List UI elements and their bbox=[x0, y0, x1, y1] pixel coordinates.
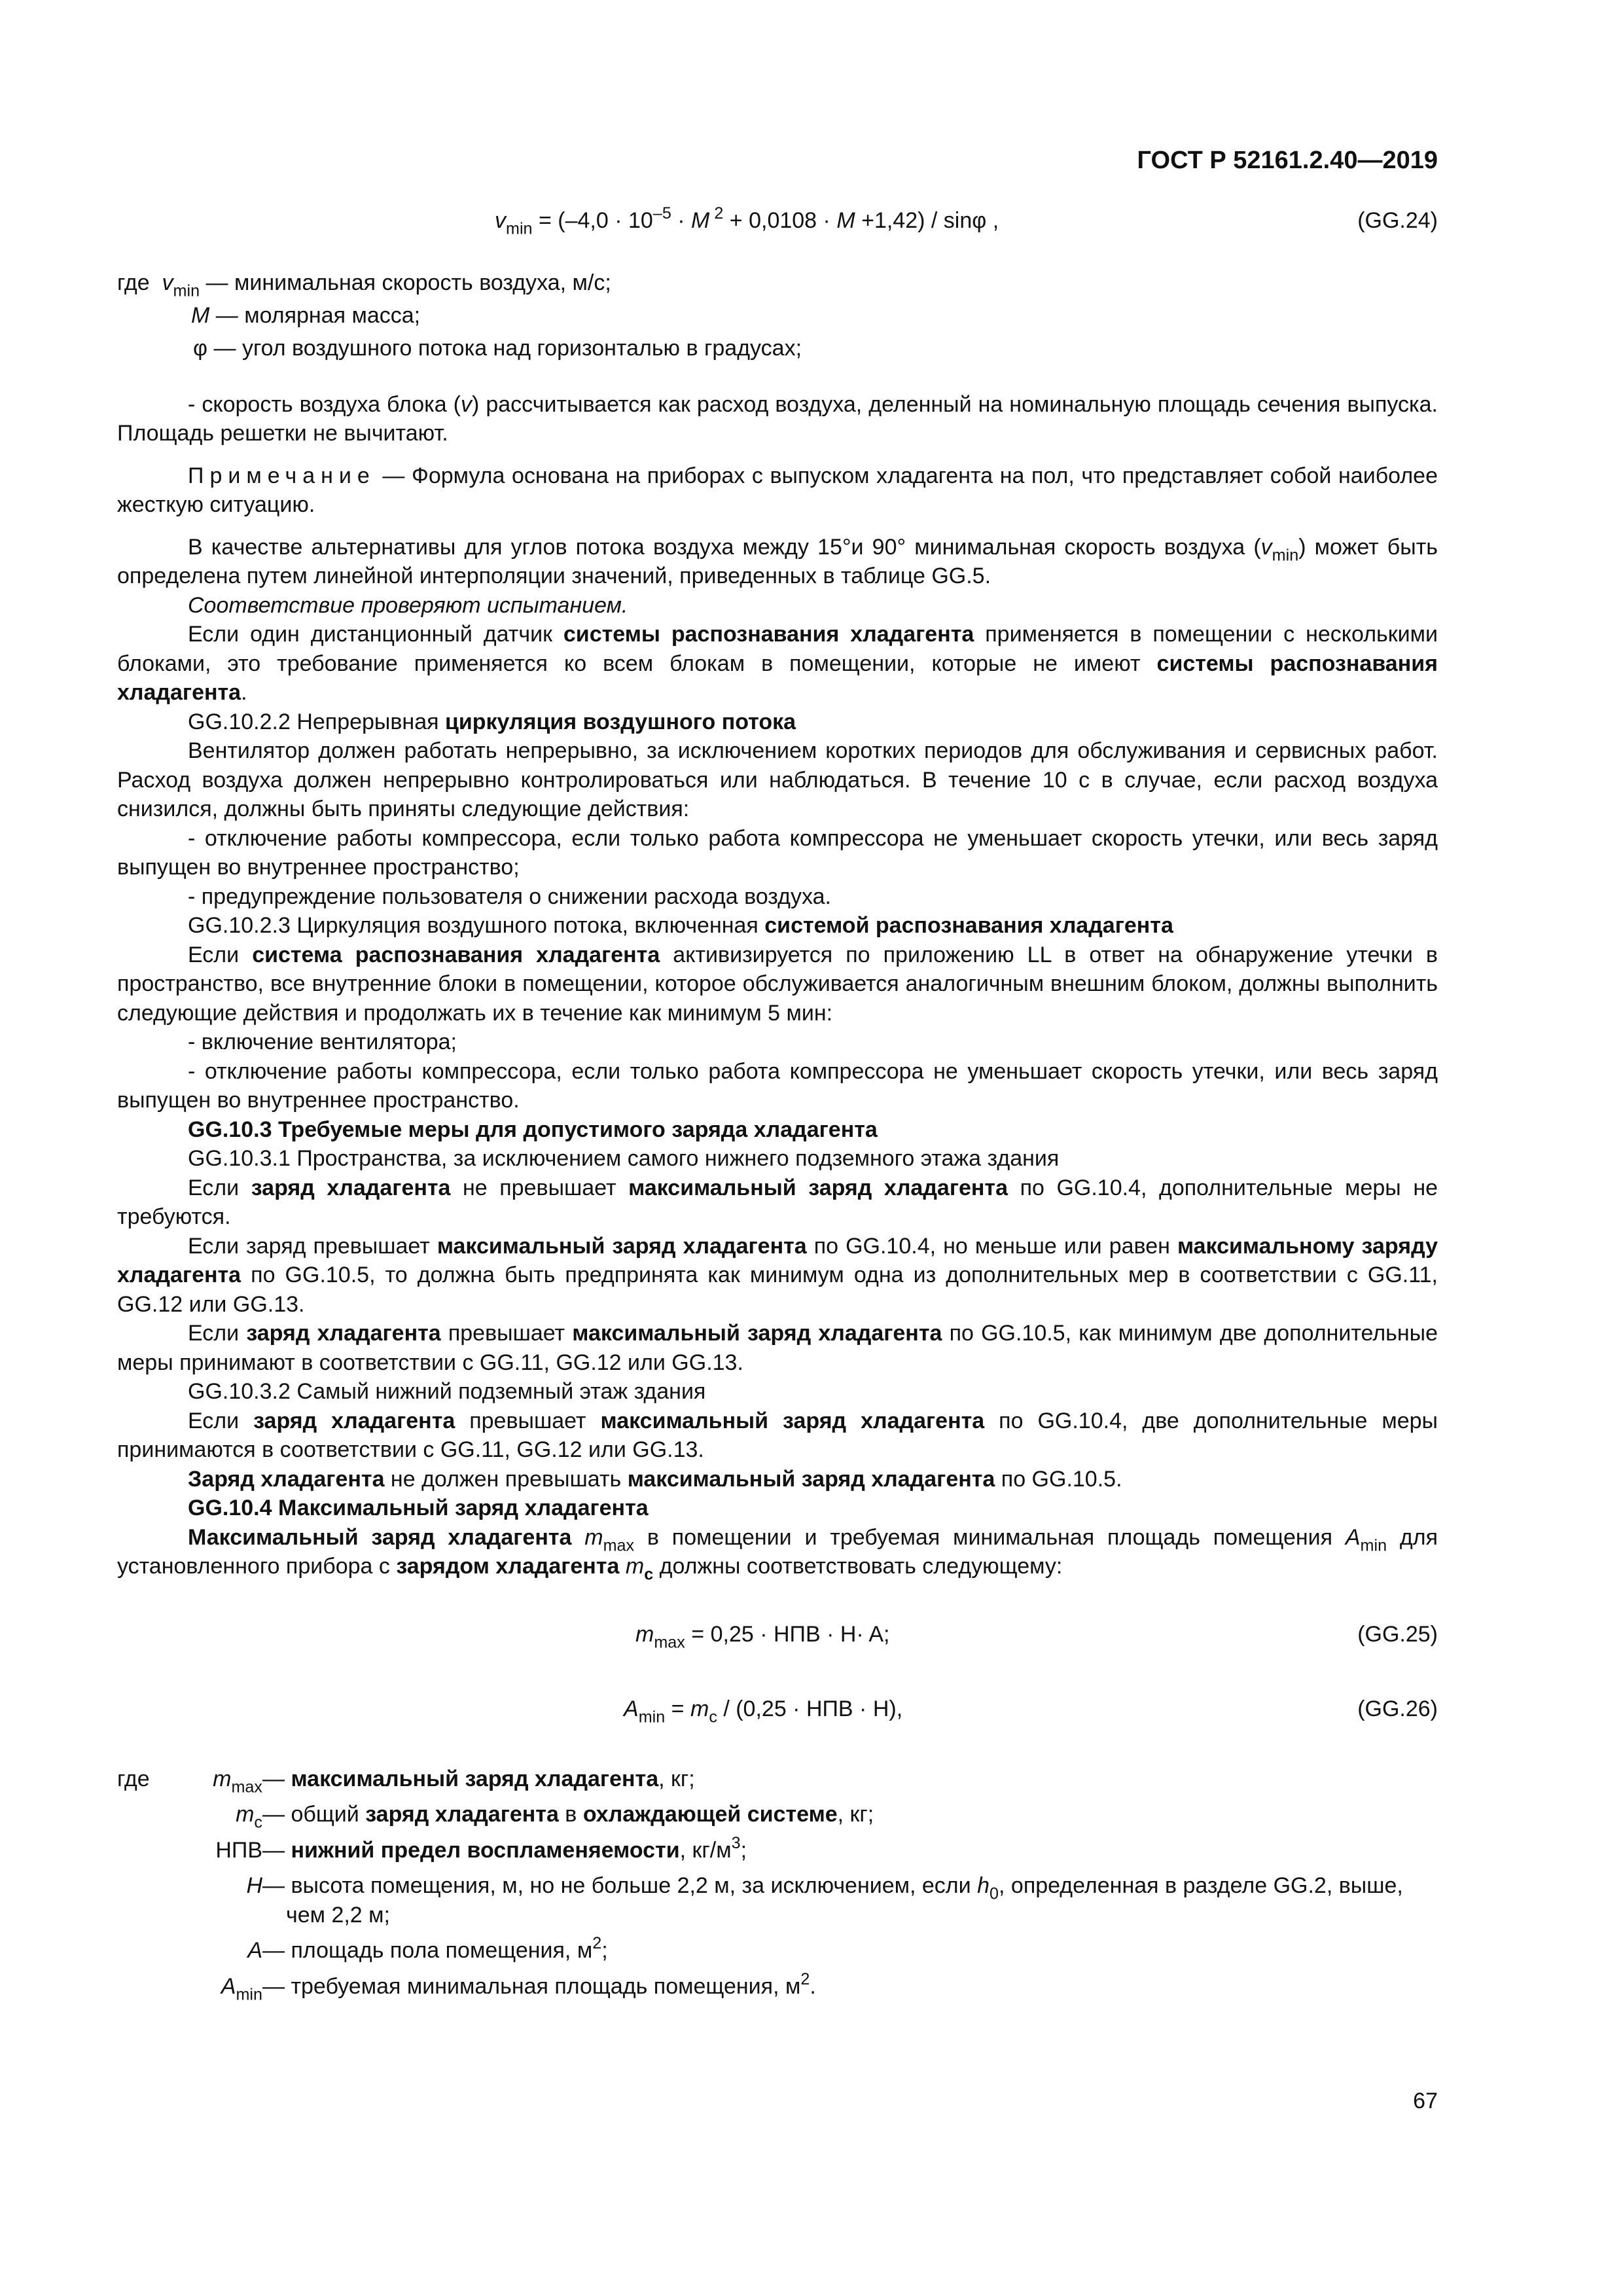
formula-gg24 bbox=[117, 204, 1438, 238]
clause-gg-10-3: GG.10.3 Требуемые меры для допустимого заряда хладагента bbox=[188, 1117, 878, 1142]
paragraph-compliance: Соответствие проверяют испытанием. bbox=[188, 592, 628, 618]
formula-gg24-expression: $v_{min} = (-4,0 \cdot 10^{-5} \cdot M$ $^2$ + 0,0108 · M +1,42) / sinφ , bbox=[495, 204, 999, 238]
definition-m: M — молярная масса; bbox=[191, 302, 421, 328]
paragraph-alternative: В качестве альтернативы для углов потока воздуха между 15°и 90° минимальная скорость воздуха $(v_{min})$ может быть определена путем линейной интерполяции значений, приведенных в таблице GG.5. bbox=[117, 534, 1438, 588]
formula-gg26-number: (GG.26) bbox=[1357, 1696, 1438, 1721]
paragraph-fan: Вентилятор должен работать непрерывно, за исключением коротких периодов для обслуживания и сервисных работ. Расход воздуха должен непрерывно контролироваться или наблюдаться. В течение 10 с в случае, если расход воздуха снизился, должны быть приняты следующие действия: bbox=[117, 738, 1438, 821]
definition-vmin: где $v_{min}$ — минимальная скорость воздуха, м/с; bbox=[117, 270, 611, 300]
clause-gg-10-2-3: GG.10.2.3 Циркуляция воздушного потока, включенная системой распознавания хладагента bbox=[188, 913, 1173, 938]
formula-gg25 bbox=[117, 1620, 1438, 1652]
paragraph-basement-limit: Заряд хладагента не должен превышать максимальный заряд хладагента по GG.10.5. bbox=[188, 1466, 1122, 1492]
note-paragraph: Примечание — Формула основана на приборах с выпуском хладагента на пол, что представляет собой наиболее жесткую ситуацию. bbox=[117, 463, 1438, 517]
clause-gg-10-3-2: GG.10.3.2 Самый нижний подземный этаж здания bbox=[188, 1379, 706, 1404]
note-label: Примечание bbox=[188, 463, 376, 488]
paragraph-max-charge: Максимальный заряд хладагента $m_{max}$ в помещении и требуемая минимальная площадь помещения $A_{min}$ для установленного прибора с зарядом хладагента $m_c$ должны соответствовать следующему: bbox=[117, 1524, 1438, 1584]
clause-gg-10-2-2: GG.10.2.2 Непрерывная циркуляция воздушного потока bbox=[188, 709, 796, 734]
definitions-gg24 bbox=[117, 268, 1438, 363]
list-item-compressor-off-2: - отключение работы компрессора, если только работа компрессора не уменьшает скорость утечки, или весь заряд выпущен во внутреннее пространство. bbox=[117, 1058, 1438, 1113]
definition-npv: НПВ — нижний предел воспламеняемости, $кг/м^3$; bbox=[215, 1833, 747, 1863]
definition-a: A — площадь пола помещения, $м^2$; bbox=[247, 1934, 608, 1963]
paragraph-detection-actions: Если система распознавания хладагента активизируется по приложению LL в ответ на обнаружение утечки в пространство, все внутренние блоки в помещении, которое обслуживается аналогичным внешним блоком, должны выполнить следующие действия и продолжать их в течение как минимум 5 мин: bbox=[117, 942, 1438, 1026]
formula-gg25-number: (GG.25) bbox=[1357, 1621, 1438, 1647]
page-number: 67 bbox=[1413, 2089, 1438, 2113]
paragraph-charge-exceeds-one-measure: Если заряд превышает максимальный заряд хладагента по GG.10.4, но меньше или равен максимальному заряду хладагента по GG.10.5, то должна быть предпринята как минимум одна из дополнительных мер в соответствии с GG.11, GG.12 или GG.13. bbox=[117, 1233, 1438, 1317]
definition-mmax: где $m_{max}$ — максимальный заряд хладагента, кг; bbox=[117, 1766, 695, 1797]
paragraph-remote-sensor: Если один дистанционный датчик системы распознавания хладагента применяется в помещении с несколькими блоками, это требование применяется ко всем блокам в помещении, которые не имеют системы распознавания хладагента. bbox=[117, 622, 1438, 705]
definitions-gg25-gg26 bbox=[117, 1765, 1438, 2004]
list-item-warn-user: - предупреждение пользователя о снижении расхода воздуха. bbox=[188, 884, 831, 909]
list-item-fan-on: - включение вентилятора; bbox=[188, 1030, 457, 1054]
definition-phi: φ — угол воздушного потока над горизонталью в градусах; bbox=[193, 336, 802, 361]
formula-gg24-number: (GG.24) bbox=[1357, 208, 1438, 233]
formula-gg26 bbox=[117, 1695, 1438, 1727]
clause-gg-10-3-1: GG.10.3.1 Пространства, за исключением самого нижнего подземного этажа здания bbox=[188, 1146, 1060, 1171]
formula-gg25-expression: $m_{max} = 0,25$ · НПВ · H· A; bbox=[635, 1621, 890, 1652]
formula-gg26-expression: $A_{min} = m_c / (0,25$ · НПВ · H), bbox=[624, 1696, 903, 1727]
paragraph-basement-charge: Если заряд хладагента превышает максимальный заряд хладагента по GG.10.4, две дополнительные меры принимаются в соответствии с GG.11, GG.12 или GG.13. bbox=[117, 1408, 1438, 1462]
list-item-compressor-off-1: - отключение работы компрессора, если только работа компрессора не уменьшает скорость утечки, или весь заряд выпущен во внутреннее пространство; bbox=[117, 825, 1438, 880]
paragraph-charge-not-exceed: Если заряд хладагента не превышает максимальный заряд хладагента по GG.10.4, дополнительные меры не требуются. bbox=[117, 1175, 1438, 1229]
definition-amin: $A_{min}$ — требуемая минимальная площадь помещения, $м^2$. bbox=[221, 1969, 816, 2004]
clause-gg-10-4: GG.10.4 Максимальный заряд хладагента bbox=[188, 1496, 649, 1520]
document-header: ГОСТ Р 52161.2.40—2019 bbox=[1137, 147, 1438, 174]
paragraph-air-speed: - скорость воздуха блока (v) рассчитывается как расход воздуха, деленный на номинальную площадь сечения выпуска. Площадь решетки не вычитают. bbox=[117, 391, 1438, 446]
document-body bbox=[117, 204, 1438, 2004]
paragraph-charge-exceeds-two-measures: Если заряд хладагента превышает максимальный заряд хладагента по GG.10.5, как минимум две дополнительные меры принимают в соответствии с GG.11, GG.12 или GG.13. bbox=[117, 1321, 1438, 1375]
definition-mc: $m_c$ — общий заряд хладагента в охлаждающей системе, кг; bbox=[236, 1802, 874, 1832]
definition-h: H — высота помещения, м, но не больше 2,2 м, за исключением, если $h_0$, определенная в разделе GG.2, выше, чем 2,2 м; bbox=[246, 1873, 1403, 1928]
